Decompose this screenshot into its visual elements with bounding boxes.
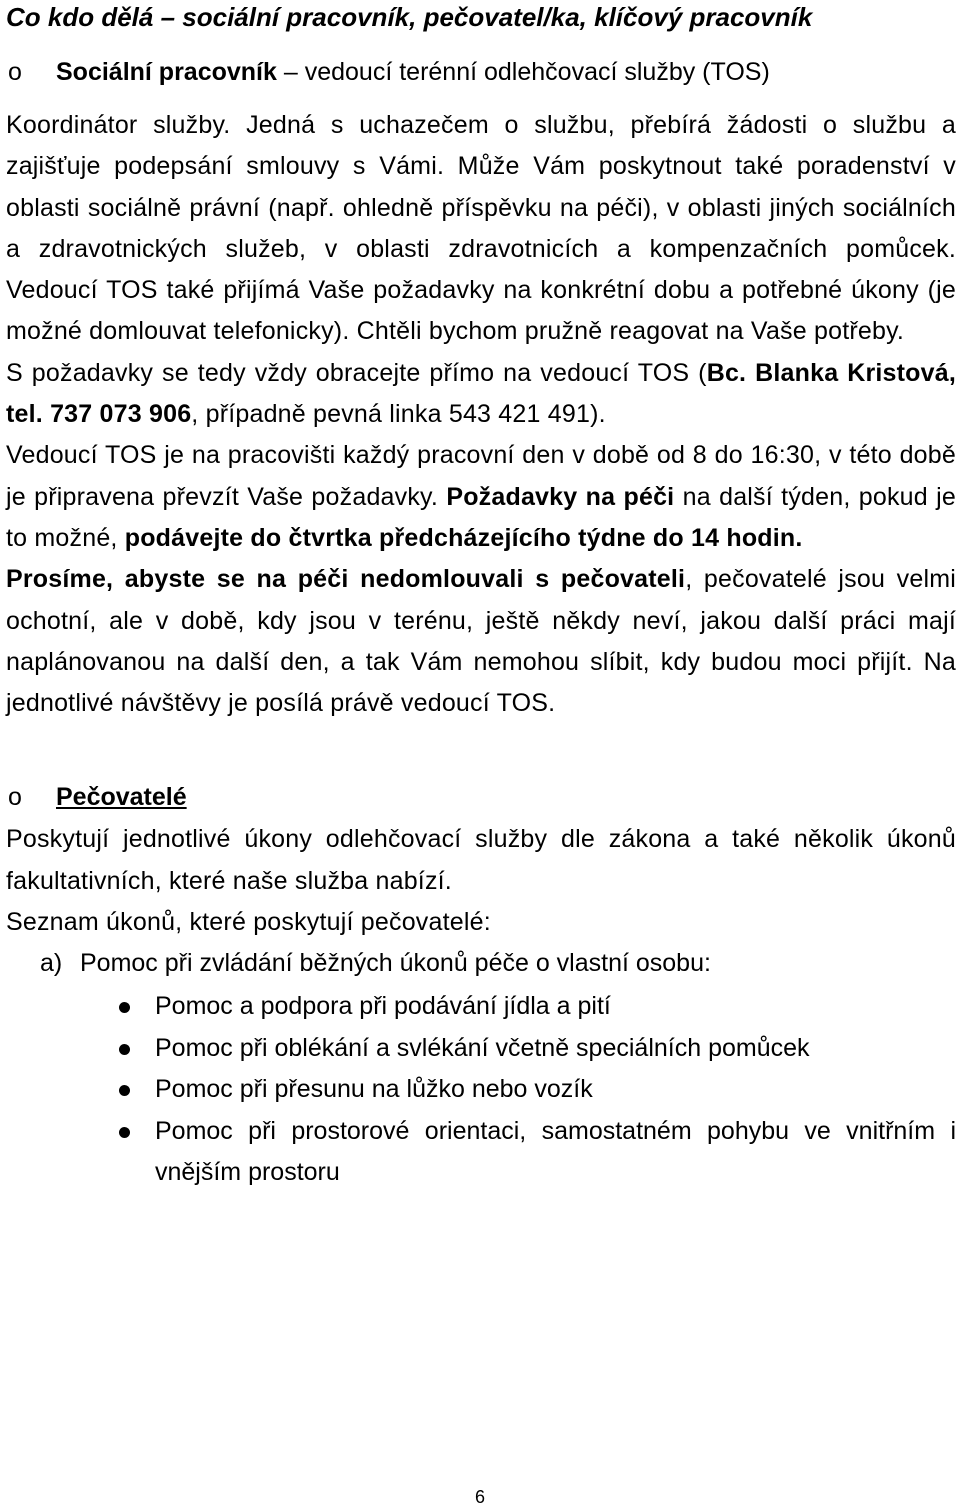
sublist-heading [6, 943, 956, 984]
heading-caregivers-text: Pečovatelé [56, 783, 187, 812]
bullet-marker: o [8, 58, 22, 86]
contact-text-end: , případně pevná linka 543 421 491). [191, 400, 606, 429]
bullet-dot-icon [119, 1044, 130, 1055]
list-item [6, 1069, 956, 1111]
bullet-dot-icon [119, 1085, 130, 1096]
deadline-bold: podávejte do čtvrtka předcházejícího týdne do 14 hodin. [124, 523, 803, 552]
paragraph-caregivers-intro: Poskytují jednotlivé úkony odlehčovací služby dle zákona a také několik úkonů fakultativních, které naše služba nabízí. [6, 825, 956, 895]
list-item-text: Pomoc při oblékání a svlékání včetně speciálních pomůcek [155, 1033, 810, 1062]
paragraph-coordinator: Koordinátor služby. Jedná s uchazečem o službu, přebírá žádosti o službu a zajišťuje podepsání smlouvy s Vámi. Může Vám poskytnout také poradenství v oblasti sociálně právní (např. ohledně příspěvku na péči), v oblasti jiných sociálních a zdravotnických služeb, v oblasti zdravotnicích a kompenzačních pomůcek. Vedoucí TOS také přijímá Vaše požadavky na konkrétní dobu a potřebné úkony (je možné domlouvat telefonicky). Chtěli bychom pružně reagovat na Vaše potřeby. [6, 111, 956, 346]
care-requests-bold: Požadavky na péči [446, 482, 675, 511]
sublist-heading-text: Pomoc při zvládání běžných úkonů péče o vlastní osobu: [80, 949, 711, 978]
list-item [6, 1028, 956, 1070]
section-social-worker [6, 53, 956, 724]
office-hours-text: Vedoucí TOS je na pracovišti každý pracovní den v době od 8 do 16:30, v této době je připravena převzít Vaše požadavky. [6, 441, 956, 511]
list-item-text: Pomoc při prostorové orientaci, samostatném pohybu ve vnitřním i vnějším prostoru [155, 1116, 956, 1187]
bullet-dot-icon [119, 1002, 130, 1013]
contact-name-phone: Bc. Blanka Kristová, tel. 737 073 906 [6, 358, 956, 429]
please-note-bold: Prosíme, abyste se na péči nedomlouvali s pečovateli [6, 565, 686, 594]
document-title: Co kdo dělá – sociální pracovník, pečovatel/ka, klíčový pracovník [6, 2, 813, 32]
section-heading-caregivers [6, 777, 956, 817]
section-caregivers [6, 777, 956, 1193]
please-note-text: , pečovatelé jsou velmi ochotní, ale v době, kdy jsou v terénu, ještě někdy neví, jakou další práci mají naplánovanou na další den, a tak Vám nemohou slíbit, kdy budou moci přijít. Na jednotlivé návštěvy je posílá právě vedoucí TOS. [6, 565, 956, 718]
contact-text-start: S požadavky se tedy vždy obracejte přímo na vedoucí TOS ( [6, 358, 707, 387]
bullet-marker: o [8, 783, 22, 812]
office-hours-mid: na další týden, pokud je to možné, [6, 482, 956, 552]
section-heading-social-worker [6, 53, 956, 91]
list-item [6, 986, 956, 1028]
paragraph-contact [6, 353, 956, 436]
heading-bold-text: Sociální pracovník [56, 58, 277, 86]
paragraph-please-note [6, 559, 956, 724]
list-item [6, 1111, 956, 1194]
document-page [6, 0, 956, 1194]
list-item-text: Pomoc a podpora při podávání jídla a pití [155, 992, 611, 1021]
paragraph-office-hours [6, 435, 956, 559]
page-number: 6 [474, 1487, 485, 1507]
sublist-marker: a) [40, 949, 63, 978]
care-task-list [6, 986, 956, 1194]
list-item-text: Pomoc při přesunu na lůžko nebo vozík [155, 1075, 593, 1104]
heading-rest-text: – vedoucí terénní odlehčovací služby (TOS) [276, 58, 770, 86]
list-intro: Seznam úkonů, které poskytují pečovatelé: [6, 908, 491, 937]
bullet-dot-icon [119, 1127, 130, 1138]
